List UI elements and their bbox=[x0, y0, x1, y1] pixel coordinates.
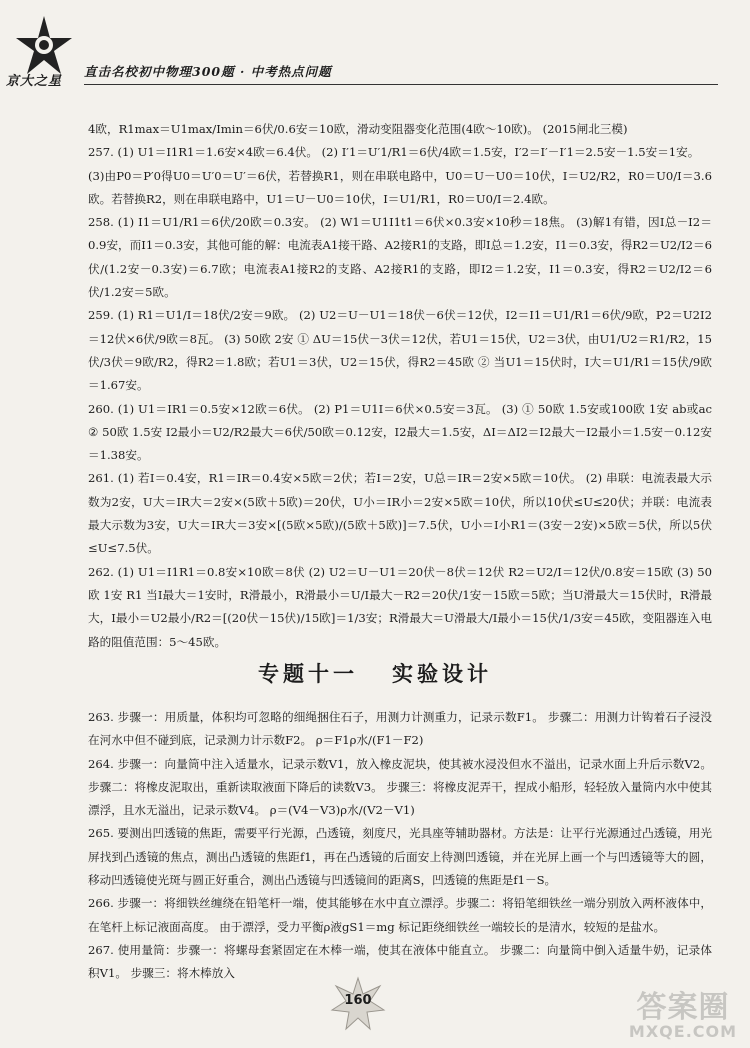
answers-block bbox=[88, 118, 712, 654]
logo-text: 京大之星 bbox=[6, 74, 63, 89]
page-number: 160 bbox=[344, 993, 372, 1008]
experiment-paragraph: 265. 要测出凹透镜的焦距，需要平行光源，凸透镜，刻度尺，光具座等辅助器材。方法是：让平行光源通过凸透镜，用光屏找到凸透镜的焦点，测出凸透镜的焦距f1，再在凸透镜的后面安上待测凹透镜，并在光屏上画一个与凹透镜等大的圆，移动凹透镜使光斑与圆正好重合，测出凸透镜与凹透镜间的距离S，凹透镜的焦距是f1－S。 bbox=[88, 826, 712, 888]
watermark-url: MXQE.COM bbox=[628, 1022, 738, 1041]
experiment-paragraph: 264. 步骤一：向量筒中注入适量水，记录示数V1，放入橡皮泥块，使其被水浸没但水不溢出，记录水面上升后示数V2。 步骤二：将橡皮泥取出，重新读取液面下降后的读数V3。 步骤三：将橡皮泥弄干，捏成小船形，轻轻放入量筒内水中使其漂浮，且水无溢出，记录示数V4。 ρ＝(V4－V3)ρ水/(V2－V1) bbox=[88, 756, 712, 818]
answer-paragraph: 260. (1) U1＝IR1＝0.5安×12欧＝6伏。 (2) P1＝U1I＝6伏×0.5安＝3瓦。 (3) ① 50欧 1.5安或100欧 1安 ab或ac ② 50欧 1.5安 I2最小＝U2/R2最大＝6伏/50欧＝0.12安，I2最大＝1.5安，ΔI＝ΔI2＝I2最大－I2最小＝1.5安－0.12安＝1.38安。 bbox=[88, 401, 712, 463]
book-title: 直击名校初中物理300题 · 中考热点问题 bbox=[84, 64, 332, 79]
experiment-paragraph: 266. 步骤一：将细铁丝缠绕在铅笔杆一端，使其能够在水中直立漂浮。步骤二：将铅笔细铁丝一端分别放入两杯液体中，在笔杆上标记液面高度。 由于漂浮，受力平衡ρ液gS1＝mg 标记距绕细铁丝一端较长的是清水，较短的是盐水。 bbox=[88, 896, 712, 934]
section-title: 专题十一 实验设计 bbox=[258, 662, 492, 686]
answer-paragraph: 4欧，R1max＝U1max/Imin＝6伏/0.6安＝10欧，滑动变阻器变化范围(4欧～10欧)。 (2015闸北三模) bbox=[88, 122, 628, 136]
answer-paragraph: 261. (1) 若I＝0.4安，R1＝IR＝0.4安×5欧＝2伏；若I＝2安，U总＝IR＝2安×5欧＝10伏。 (2) 串联：电流表最大示数为2安，U大＝IR大＝2安×(5欧＋5欧)＝20伏，U小＝IR小＝2安×5欧＝10伏，所以10伏≤U≤20伏；并联：电流表最大示数为3安，U大＝IR大＝3安×[(5欧×5欧)/(5欧＋5欧)]＝7.5伏，U小＝I小R1＝(3安－2安)×5欧＝5伏，所以5伏≤U≤7.5伏。 bbox=[88, 471, 712, 556]
answer-paragraph: (3)由P0＝P′0得U0＝U′0＝U′＝6伏，若替换R1，则在串联电路中，U0＝U－U0＝10伏，I＝U2/R2，R0＝U0/I＝3.6欧。若替换R2，则在串联电路中，U1＝U－U0＝10伏，I＝U1/R1，R0＝U0/I＝2.4欧。 bbox=[88, 168, 712, 206]
answer-paragraph: 257. (1) U1＝I1R1＝1.6安×4欧＝6.4伏。 (2) I′1＝U′1/R1＝6伏/4欧＝1.5安，I′2＝I′－I′1＝2.5安－1.5安＝1安。 bbox=[88, 145, 700, 160]
page-header bbox=[0, 0, 750, 100]
page-number-badge bbox=[330, 976, 386, 1032]
answer-paragraph: 258. (1) I1＝U1/R1＝6伏/20欧＝0.3安。 (2) W1＝U1I1t1＝6伏×0.3安×10秒＝18焦。 (3)解1有错，因I总－I2＝0.9安，而I1＝0.3安，其他可能的解：电流表A1接干路、A2接R1的支路，即I总＝1.2安，I1＝0.3安，得R2＝U2/I2＝6伏/(1.2安－0.3安)＝6.7欧；电流表A1接R2的支路、A2接R1的支路，即I2＝1.2安，I1＝0.3安，得R2＝U2/I2＝6伏/1.2安＝5欧。 bbox=[88, 215, 712, 300]
experiment-block bbox=[88, 706, 712, 986]
header-divider bbox=[84, 84, 718, 85]
watermark-main: 答案圈 bbox=[636, 990, 730, 1025]
experiment-paragraph: 263. 步骤一：用质量，体积均可忽略的细绳捆住石子，用测力计测重力，记录示数F1。 步骤二：用测力计钩着石子浸没在河水中但不碰到底，记录测力计示数F2。 ρ＝F1ρ水/(F1－F2) bbox=[88, 710, 712, 748]
answer-paragraph: 259. (1) R1＝U1/I＝18伏/2安＝9欧。 (2) U2＝U－U1＝18伏－6伏＝12伏，I2＝I1＝U1/R1＝6伏/9欧，P2＝U2I2＝12伏×6伏/9欧＝8瓦。 (3) 50欧 2安 ① ΔU＝15伏－3伏＝12伏，若U1＝15伏，U2＝3伏，由U1/U2＝R1/R2，15伏/3伏＝9欧/R2，得R2＝1.8欧；若U1＝3伏，U2＝15伏，得R2＝45欧 ② 当U1＝15伏时，I大＝U1/R1＝15伏/9欧＝1.67安。 bbox=[88, 308, 712, 393]
answer-paragraph: 262. (1) U1＝I1R1＝0.8安×10欧＝8伏 (2) U2＝U－U1＝20伏－8伏＝12伏 R2＝U2/I＝12伏/0.8安＝15欧 (3) 50欧 1安 R1 当I最大＝1安时，R滑最小，R滑最小＝U/I最大－R2＝20伏/1安－15欧＝5欧；当U滑最大＝15伏时，R滑最大，I最小＝U2最小/R2＝[(20伏－15伏)/15欧]＝1/3安；R滑最大＝U滑最大/I最小＝15伏/1/3安＝45欧，变阻器连入电路的阻值范围：5～45欧。 bbox=[88, 564, 713, 649]
watermark bbox=[618, 982, 748, 1044]
experiment-paragraph: 267. 使用量筒：步骤一：将螺母套紧固定在木棒一端，使其在液体中能直立。 步骤二：向量筒中倒入适量牛奶，记录体积V1。 步骤三：将木棒放入 bbox=[88, 942, 712, 981]
